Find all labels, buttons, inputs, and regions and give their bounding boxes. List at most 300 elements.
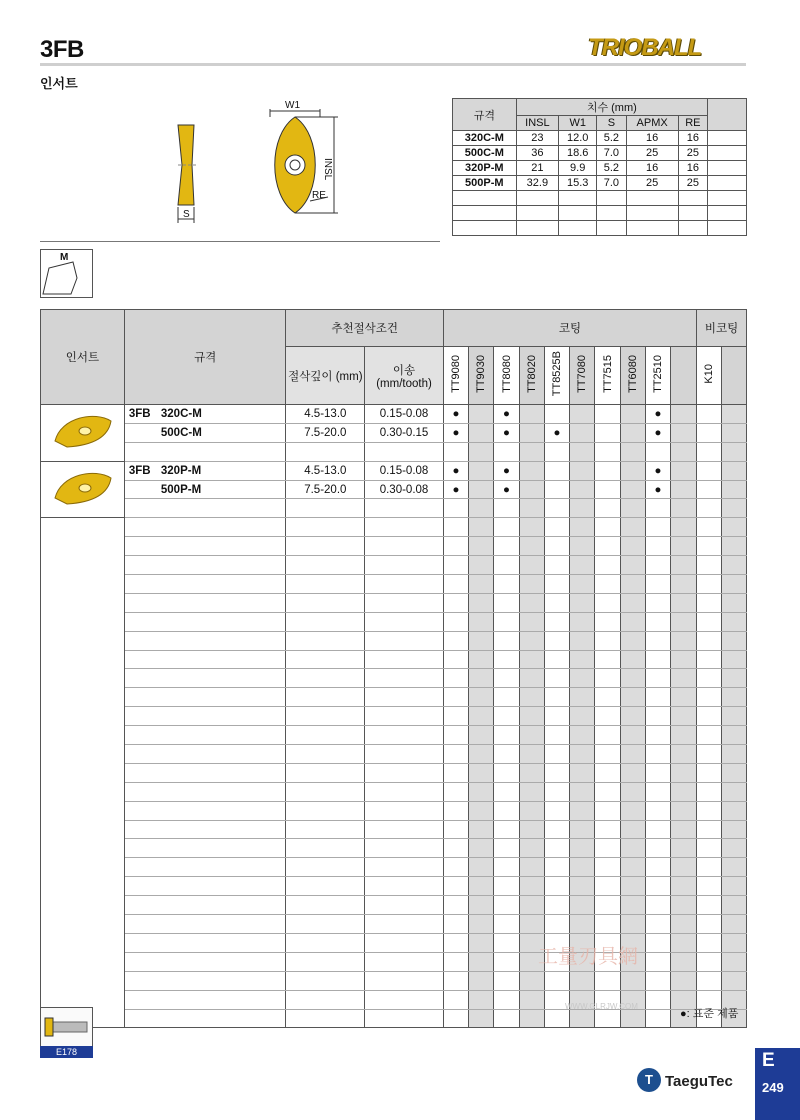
insert-photo	[41, 461, 125, 518]
empty-cell	[124, 896, 286, 915]
grade-mark	[544, 631, 569, 650]
empty-cell	[286, 612, 365, 631]
grade-mark	[620, 423, 645, 442]
dim-value: 21	[516, 161, 559, 176]
grade-mark	[595, 726, 620, 745]
empty-cell	[286, 801, 365, 820]
grade-mark	[494, 556, 519, 575]
grade-mark	[469, 782, 494, 801]
s-label: S	[183, 209, 190, 220]
grade-mark	[494, 915, 519, 934]
grade-mark	[519, 612, 544, 631]
grade-mark	[570, 423, 595, 442]
empty-row	[41, 726, 747, 745]
dim-value: 16	[678, 131, 707, 146]
grade-mark	[721, 480, 746, 499]
legend: ●: 표준 제품	[680, 1008, 739, 1020]
empty-cell	[365, 669, 444, 688]
grade-mark	[519, 971, 544, 990]
grade-mark	[570, 858, 595, 877]
grade-mark	[570, 915, 595, 934]
insl-label: INSL	[322, 158, 333, 181]
page-number: 249	[762, 1080, 784, 1095]
grade-mark	[595, 499, 620, 518]
grade-table-body	[41, 405, 747, 1028]
reference-page-link[interactable]: E178	[40, 1046, 93, 1058]
empty-row	[41, 575, 747, 594]
empty-cell	[365, 631, 444, 650]
grade-mark	[519, 801, 544, 820]
grade-mark	[697, 933, 722, 952]
grade-mark	[570, 726, 595, 745]
grade-mark	[519, 896, 544, 915]
empty-row	[41, 612, 747, 631]
grade-mark	[469, 707, 494, 726]
dim-value: 5.2	[597, 131, 626, 146]
feed-header: 이송 (mm/tooth)	[365, 347, 444, 405]
grade-mark	[671, 575, 697, 594]
dim-value: 18.6	[559, 146, 597, 161]
grade-mark	[620, 480, 645, 499]
grade-mark	[544, 669, 569, 688]
grade-mark	[519, 688, 544, 707]
grade-mark	[519, 650, 544, 669]
grade-mark	[494, 971, 519, 990]
empty-row	[41, 763, 747, 782]
empty-cell	[286, 896, 365, 915]
grade-mark	[469, 480, 494, 499]
grade-mark	[671, 688, 697, 707]
spec-cell	[124, 461, 286, 480]
grade-mark	[570, 593, 595, 612]
empty-cell	[286, 669, 365, 688]
grade-mark	[671, 631, 697, 650]
empty-cell	[124, 556, 286, 575]
grade-mark	[697, 669, 722, 688]
grade-mark	[595, 612, 620, 631]
grade-mark	[494, 669, 519, 688]
brand-logo: TRIOBALL	[588, 34, 702, 61]
cutting-condition-header: 추천절삭조건	[286, 310, 443, 347]
grade-mark	[721, 631, 746, 650]
empty-cell	[124, 575, 286, 594]
grade-mark	[544, 537, 569, 556]
grade-mark	[544, 480, 569, 499]
grade-mark	[519, 423, 544, 442]
grade-mark	[469, 688, 494, 707]
grade-header	[620, 347, 645, 405]
table-row	[41, 480, 747, 499]
grade-mark	[570, 405, 595, 424]
grade-mark	[721, 537, 746, 556]
grade-header	[469, 347, 494, 405]
grade-mark	[620, 745, 645, 764]
dim-blank	[708, 176, 747, 191]
grade-mark	[469, 763, 494, 782]
grade-mark	[443, 575, 468, 594]
grade-mark	[494, 707, 519, 726]
grade-mark	[469, 952, 494, 971]
grade-mark	[671, 763, 697, 782]
dim-row	[453, 146, 747, 161]
empty-cell	[365, 650, 444, 669]
grade-mark	[469, 896, 494, 915]
empty-row	[41, 896, 747, 915]
empty-cell	[286, 877, 365, 896]
grade-mark	[645, 933, 670, 952]
empty-cell	[365, 971, 444, 990]
empty-cell	[365, 858, 444, 877]
dim-value: 32.9	[516, 176, 559, 191]
grade-mark	[721, 971, 746, 990]
grade-mark	[570, 612, 595, 631]
empty-row	[41, 707, 747, 726]
feed-cell: 0.15-0.08	[365, 461, 444, 480]
grade-mark	[519, 593, 544, 612]
empty-row	[41, 839, 747, 858]
grade-mark	[645, 782, 670, 801]
grade-mark	[645, 612, 670, 631]
grade-mark	[494, 537, 519, 556]
empty-cell	[286, 933, 365, 952]
grade-mark	[721, 650, 746, 669]
empty-row	[41, 745, 747, 764]
grade-mark	[443, 556, 468, 575]
grade-mark	[519, 820, 544, 839]
grade-mark	[697, 631, 722, 650]
dim-empty-row	[453, 221, 747, 236]
grade-mark	[570, 707, 595, 726]
grade-mark	[443, 896, 468, 915]
grade-mark	[721, 461, 746, 480]
grade-label: TT2510	[652, 355, 664, 393]
grade-mark	[570, 745, 595, 764]
grade-mark	[570, 839, 595, 858]
grade-mark	[544, 782, 569, 801]
w1-label: W1	[285, 100, 300, 111]
dim-group-header: 치수 (mm)	[516, 99, 707, 116]
grade-mark	[469, 518, 494, 537]
grade-mark	[697, 612, 722, 631]
empty-row	[41, 782, 747, 801]
grade-mark	[494, 801, 519, 820]
grade-mark	[443, 593, 468, 612]
grade-header	[645, 347, 670, 405]
grade-mark	[544, 726, 569, 745]
grade-mark	[469, 990, 494, 1009]
grade-mark	[671, 745, 697, 764]
grade-mark	[570, 461, 595, 480]
grade-mark	[443, 763, 468, 782]
empty-cell	[286, 556, 365, 575]
grade-mark	[620, 801, 645, 820]
empty-cell	[124, 782, 286, 801]
empty-cell	[286, 782, 365, 801]
empty-cell	[365, 896, 444, 915]
feed-cell: 0.30-0.08	[365, 480, 444, 499]
empty-cell	[124, 801, 286, 820]
depth-cell: 4.5-13.0	[286, 405, 365, 424]
page-title: 3FB	[40, 36, 84, 63]
grade-mark	[469, 442, 494, 461]
company-name: TaeguTec	[665, 1073, 733, 1090]
grade-mark	[671, 612, 697, 631]
dim-col-header: INSL	[516, 116, 559, 131]
empty-cell	[365, 933, 444, 952]
grade-mark	[570, 650, 595, 669]
table-row	[41, 442, 747, 461]
grade-mark	[620, 669, 645, 688]
grade-mark	[697, 839, 722, 858]
grade-mark	[620, 726, 645, 745]
grade-mark	[519, 745, 544, 764]
empty-row	[41, 669, 747, 688]
empty-row	[41, 688, 747, 707]
grade-mark	[697, 858, 722, 877]
spec-code: 500P-M	[160, 483, 202, 496]
grade-mark	[721, 518, 746, 537]
grade-mark	[645, 650, 670, 669]
grade-mark	[645, 631, 670, 650]
grade-mark	[519, 518, 544, 537]
grade-mark	[544, 971, 569, 990]
grade-mark	[443, 782, 468, 801]
spec-cell	[124, 499, 286, 518]
grade-mark	[544, 688, 569, 707]
grade-label: TT7080	[576, 355, 589, 393]
grade-mark	[544, 612, 569, 631]
grade-mark	[645, 499, 670, 518]
grade-header	[697, 347, 722, 405]
grade-mark	[570, 480, 595, 499]
empty-cell	[124, 631, 286, 650]
empty-row	[41, 593, 747, 612]
grade-mark	[595, 423, 620, 442]
empty-cell	[124, 952, 286, 971]
grade-mark	[595, 971, 620, 990]
grade-mark	[697, 575, 722, 594]
grade-mark	[570, 499, 595, 518]
grade-mark	[494, 442, 519, 461]
grade-mark	[570, 631, 595, 650]
grade-mark	[620, 612, 645, 631]
grade-mark	[620, 593, 645, 612]
grade-mark	[721, 442, 746, 461]
grade-header	[671, 347, 697, 405]
grade-mark	[544, 707, 569, 726]
dim-value: 9.9	[559, 161, 597, 176]
empty-cell	[286, 820, 365, 839]
empty-cell	[365, 612, 444, 631]
grade-mark	[469, 839, 494, 858]
dim-col-header: S	[597, 116, 626, 131]
grade-mark	[697, 801, 722, 820]
grade-header	[519, 347, 544, 405]
grade-mark	[595, 405, 620, 424]
empty-row	[41, 952, 747, 971]
grade-mark	[697, 537, 722, 556]
feed-cell: 0.15-0.08	[365, 405, 444, 424]
grade-mark	[721, 782, 746, 801]
grade-mark	[645, 745, 670, 764]
grade-mark	[469, 499, 494, 518]
grade-mark	[645, 915, 670, 934]
grade-mark	[721, 745, 746, 764]
empty-cell	[365, 575, 444, 594]
coating-header: 코팅	[443, 310, 696, 347]
empty-cell	[365, 820, 444, 839]
depth-cell: 4.5-13.0	[286, 461, 365, 480]
grade-mark	[721, 593, 746, 612]
grade-mark	[595, 763, 620, 782]
grade-mark	[697, 556, 722, 575]
spec-cell	[124, 423, 286, 442]
grade-mark	[620, 971, 645, 990]
grade-header	[595, 347, 620, 405]
depth-cell	[286, 442, 365, 461]
grade-mark	[544, 556, 569, 575]
empty-cell	[365, 782, 444, 801]
empty-cell	[286, 858, 365, 877]
empty-cell	[286, 518, 365, 537]
empty-cell	[124, 593, 286, 612]
grade-mark	[519, 556, 544, 575]
grade-mark	[494, 745, 519, 764]
table-row	[41, 405, 747, 424]
empty-row	[41, 1009, 747, 1028]
insert-photo	[41, 405, 125, 462]
dim-spec: 500C-M	[453, 146, 517, 161]
empty-row	[41, 933, 747, 952]
grade-mark	[595, 801, 620, 820]
grade-mark	[645, 518, 670, 537]
grade-mark	[620, 405, 645, 424]
grade-mark	[544, 593, 569, 612]
empty-row	[41, 537, 747, 556]
empty-row	[41, 631, 747, 650]
empty-cell	[365, 1009, 444, 1028]
grade-mark: ●	[494, 405, 519, 424]
grade-mark	[570, 518, 595, 537]
grade-mark: ●	[443, 423, 468, 442]
grade-mark	[570, 442, 595, 461]
grade-mark	[671, 707, 697, 726]
empty-row	[41, 877, 747, 896]
empty-cell	[286, 1009, 365, 1028]
empty-cell	[286, 688, 365, 707]
dim-blank-header	[708, 99, 747, 131]
grade-mark	[595, 688, 620, 707]
grade-mark	[519, 839, 544, 858]
grade-mark	[595, 839, 620, 858]
grade-mark	[469, 650, 494, 669]
grade-mark	[494, 650, 519, 669]
grade-mark	[645, 763, 670, 782]
spec-prefix: 3FB	[128, 407, 151, 420]
grade-mark	[671, 877, 697, 896]
grade-mark	[519, 858, 544, 877]
grade-mark	[671, 499, 697, 518]
grade-mark	[469, 801, 494, 820]
dim-value: 25	[626, 176, 678, 191]
grade-mark	[519, 669, 544, 688]
grade-mark	[620, 499, 645, 518]
diagram-rule	[40, 241, 440, 242]
dim-value: 25	[626, 146, 678, 161]
grade-mark	[620, 650, 645, 669]
empty-cell	[286, 707, 365, 726]
grade-mark	[697, 650, 722, 669]
grade-mark: ●	[443, 461, 468, 480]
spec-cell	[124, 480, 286, 499]
grade-mark	[697, 820, 722, 839]
empty-cell	[286, 726, 365, 745]
watermark-url: WWW.GLRJW.COM	[565, 1002, 638, 1011]
grade-mark	[570, 896, 595, 915]
grade-mark	[469, 1009, 494, 1028]
grade-mark	[645, 688, 670, 707]
grade-mark	[443, 518, 468, 537]
grade-mark	[645, 990, 670, 1009]
grade-mark	[519, 915, 544, 934]
grade-header	[494, 347, 519, 405]
empty-cell	[365, 726, 444, 745]
grade-mark	[595, 537, 620, 556]
grade-mark	[469, 537, 494, 556]
grade-mark	[595, 745, 620, 764]
grade-mark	[671, 952, 697, 971]
grade-mark	[469, 877, 494, 896]
grade-mark	[697, 726, 722, 745]
grade-mark	[443, 688, 468, 707]
empty-cell	[286, 745, 365, 764]
dim-value: 23	[516, 131, 559, 146]
grade-mark	[721, 877, 746, 896]
grade-mark: ●	[645, 461, 670, 480]
company-logo-icon: T	[637, 1068, 661, 1092]
grade-mark	[645, 442, 670, 461]
grade-mark	[595, 896, 620, 915]
dim-value: 16	[678, 161, 707, 176]
grade-mark	[469, 971, 494, 990]
grade-mark	[671, 442, 697, 461]
grade-mark	[697, 518, 722, 537]
grade-mark: ●	[645, 423, 670, 442]
grade-mark	[721, 499, 746, 518]
table-row	[41, 423, 747, 442]
grade-mark	[469, 593, 494, 612]
insert-grade-table	[40, 309, 747, 1028]
empty-cell	[286, 537, 365, 556]
grade-mark	[697, 707, 722, 726]
grade-mark	[721, 763, 746, 782]
grade-mark	[544, 839, 569, 858]
grade-mark	[544, 896, 569, 915]
grade-mark	[595, 556, 620, 575]
empty-row	[41, 990, 747, 1009]
grade-mark	[671, 858, 697, 877]
grade-mark	[570, 820, 595, 839]
grade-mark	[494, 952, 519, 971]
grade-mark	[671, 820, 697, 839]
grade-mark	[645, 669, 670, 688]
grade-mark	[544, 820, 569, 839]
empty-cell	[286, 593, 365, 612]
grade-mark	[494, 896, 519, 915]
grade-mark	[469, 612, 494, 631]
empty-cell	[124, 915, 286, 934]
grade-mark	[721, 820, 746, 839]
